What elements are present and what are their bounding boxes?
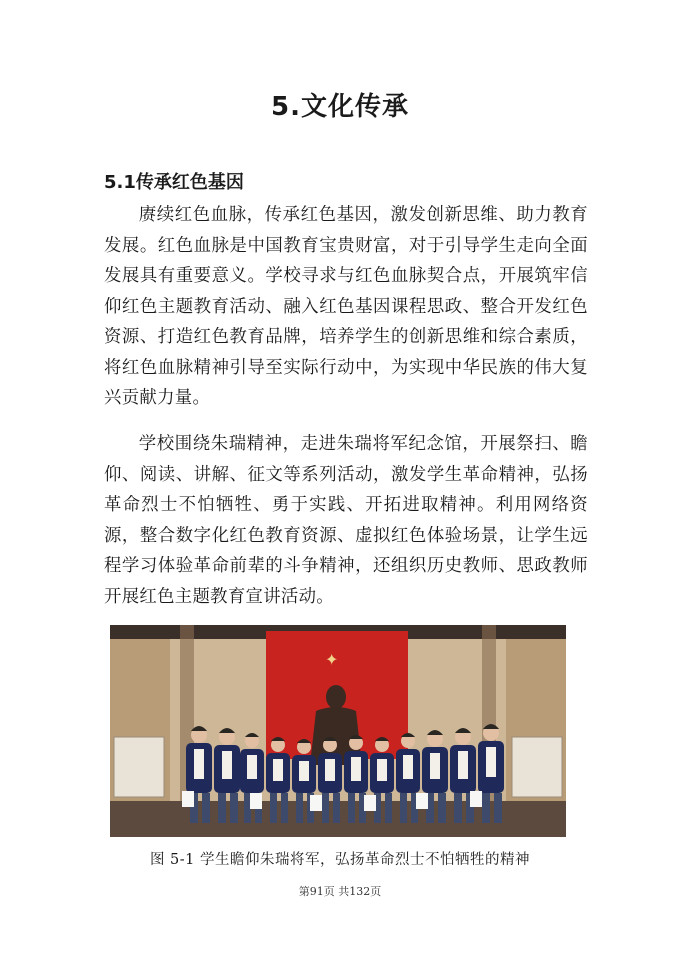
statue-head — [326, 685, 346, 709]
group-photo — [110, 625, 566, 837]
page-title: 5.文化传承 — [271, 92, 409, 122]
figure-caption: 图 5-1 学生瞻仰朱瑞将军，弘扬革命烈士不怕牺牲的精神 — [149, 852, 531, 868]
body-paragraph-2: 学校围绕朱瑞精神，走进朱瑞将军纪念馆，开展祭扫、瞻仰、阅读、讲解、征文等系列活动，激发学生革命精神，弘扬革命烈士不怕牺牲、勇于实践、开拓进取精神。利用网络资源，整合数字化红色教育资源、虚拟红色体验场景，让学生远程学习体验革命前辈的斗争精神，还组织历史教师、思政教师开展红色主题教育宣讲活动。 — [104, 434, 588, 607]
body-paragraph-1: 赓续红色血脉，传承红色基因，激发创新思维、助力教育发展。红色血脉是中国教育宝贵财富，对于引导学生走向全面发展具有重要意义。学校寻求与红色血脉契合点，开展筑牢信仰红色主题教育活动、融入红色基因课程思政、整合开发红色资源、打造红色教育品牌，培养学生的创新思维和综合素质，将红色血脉精神引导至实际行动中，为实现中华民族的伟大复兴贡献力量。 — [104, 205, 588, 408]
section-heading: 5.1传承红色基因 — [104, 172, 244, 193]
page-footer: 第91页 共132页 — [298, 885, 382, 898]
svg-text:✦: ✦ — [325, 650, 339, 669]
